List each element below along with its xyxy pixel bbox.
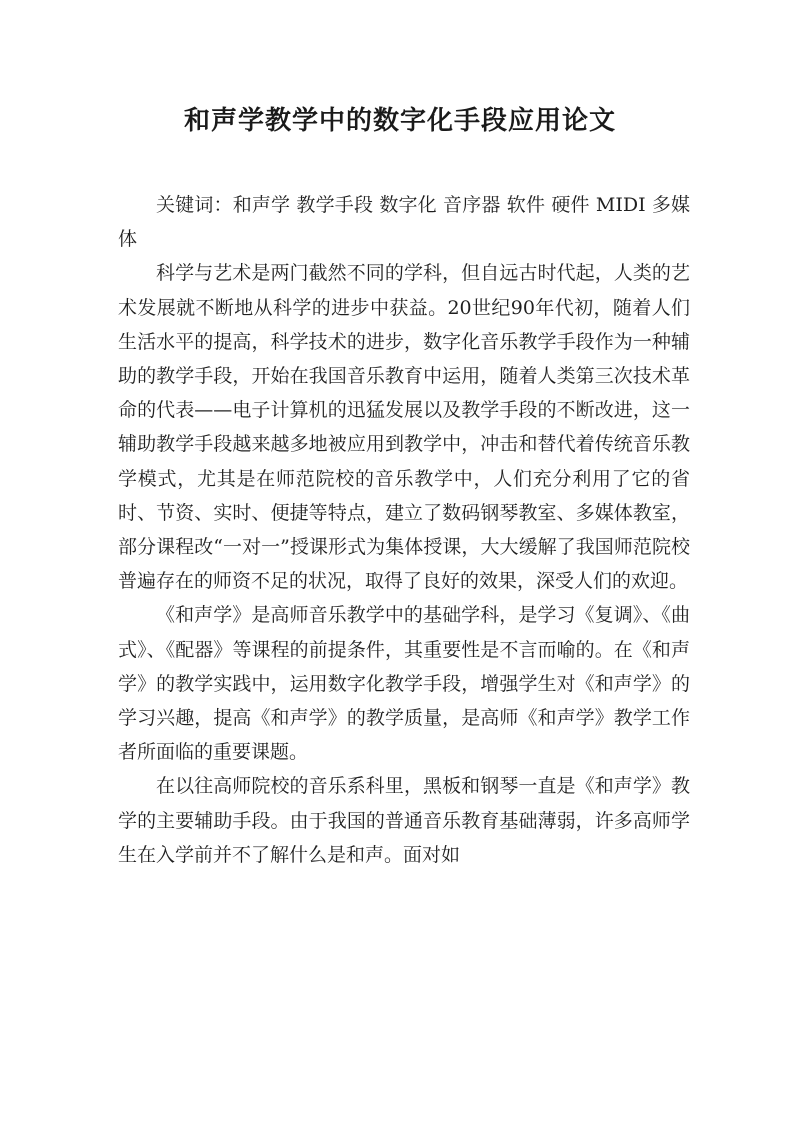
paragraph-1: 科学与艺术是两门截然不同的学科，但自远古时代起，人类的艺术发展就不断地从科学的进步中获益。20世纪90年代初，随着人们生活水平的提高，科学技术的进步，数字化音乐教学手段作为一种辅助的教学手段，开始在我国音乐教育中运用，随着人类第三次技术革命的代表——电子计算机的迅猛发展以及教学手段的不断改进，这一辅助教学手段越来越多地被应用到教学中，冲击和替代着传统音乐教学模式，尤其是在师范院校的音乐教学中，人们充分利用了它的省时、节资、实时、便捷等特点，建立了数码钢琴教室、多媒体教室，部分课程改“一对一”授课形式为集体授课，大大缓解了我国师范院校普遍存在的师资不足的状况，取得了良好的效果，深受人们的欢迎。 (118, 262, 690, 593)
keywords-line: 关键词：和声学 教学手段 数字化 音序器 软件 硬件 MIDI 多媒体 (118, 194, 690, 251)
document-body (118, 188, 690, 872)
paragraph-3: 在以往高师院校的音乐系科里，黑板和钢琴一直是《和声学》教学的主要辅助手段。由于我国的普通音乐教育基础薄弱，许多高师学生在入学前并不了解什么是和声。面对如 (118, 775, 690, 866)
document-title: 和声学教学中的数字化手段应用论文 (183, 106, 616, 136)
paragraph-2: 《和声学》是高师音乐教学中的基础学科，是学习《复调》、《曲式》、《配器》等课程的前提条件，其重要性是不言而喻的。在《和声学》的教学实践中，运用数字化教学手段，增强学生对《和声学》的学习兴趣，提高《和声学》的教学质量，是高师《和声学》教学工作者所面临的重要课题。 (118, 604, 690, 764)
